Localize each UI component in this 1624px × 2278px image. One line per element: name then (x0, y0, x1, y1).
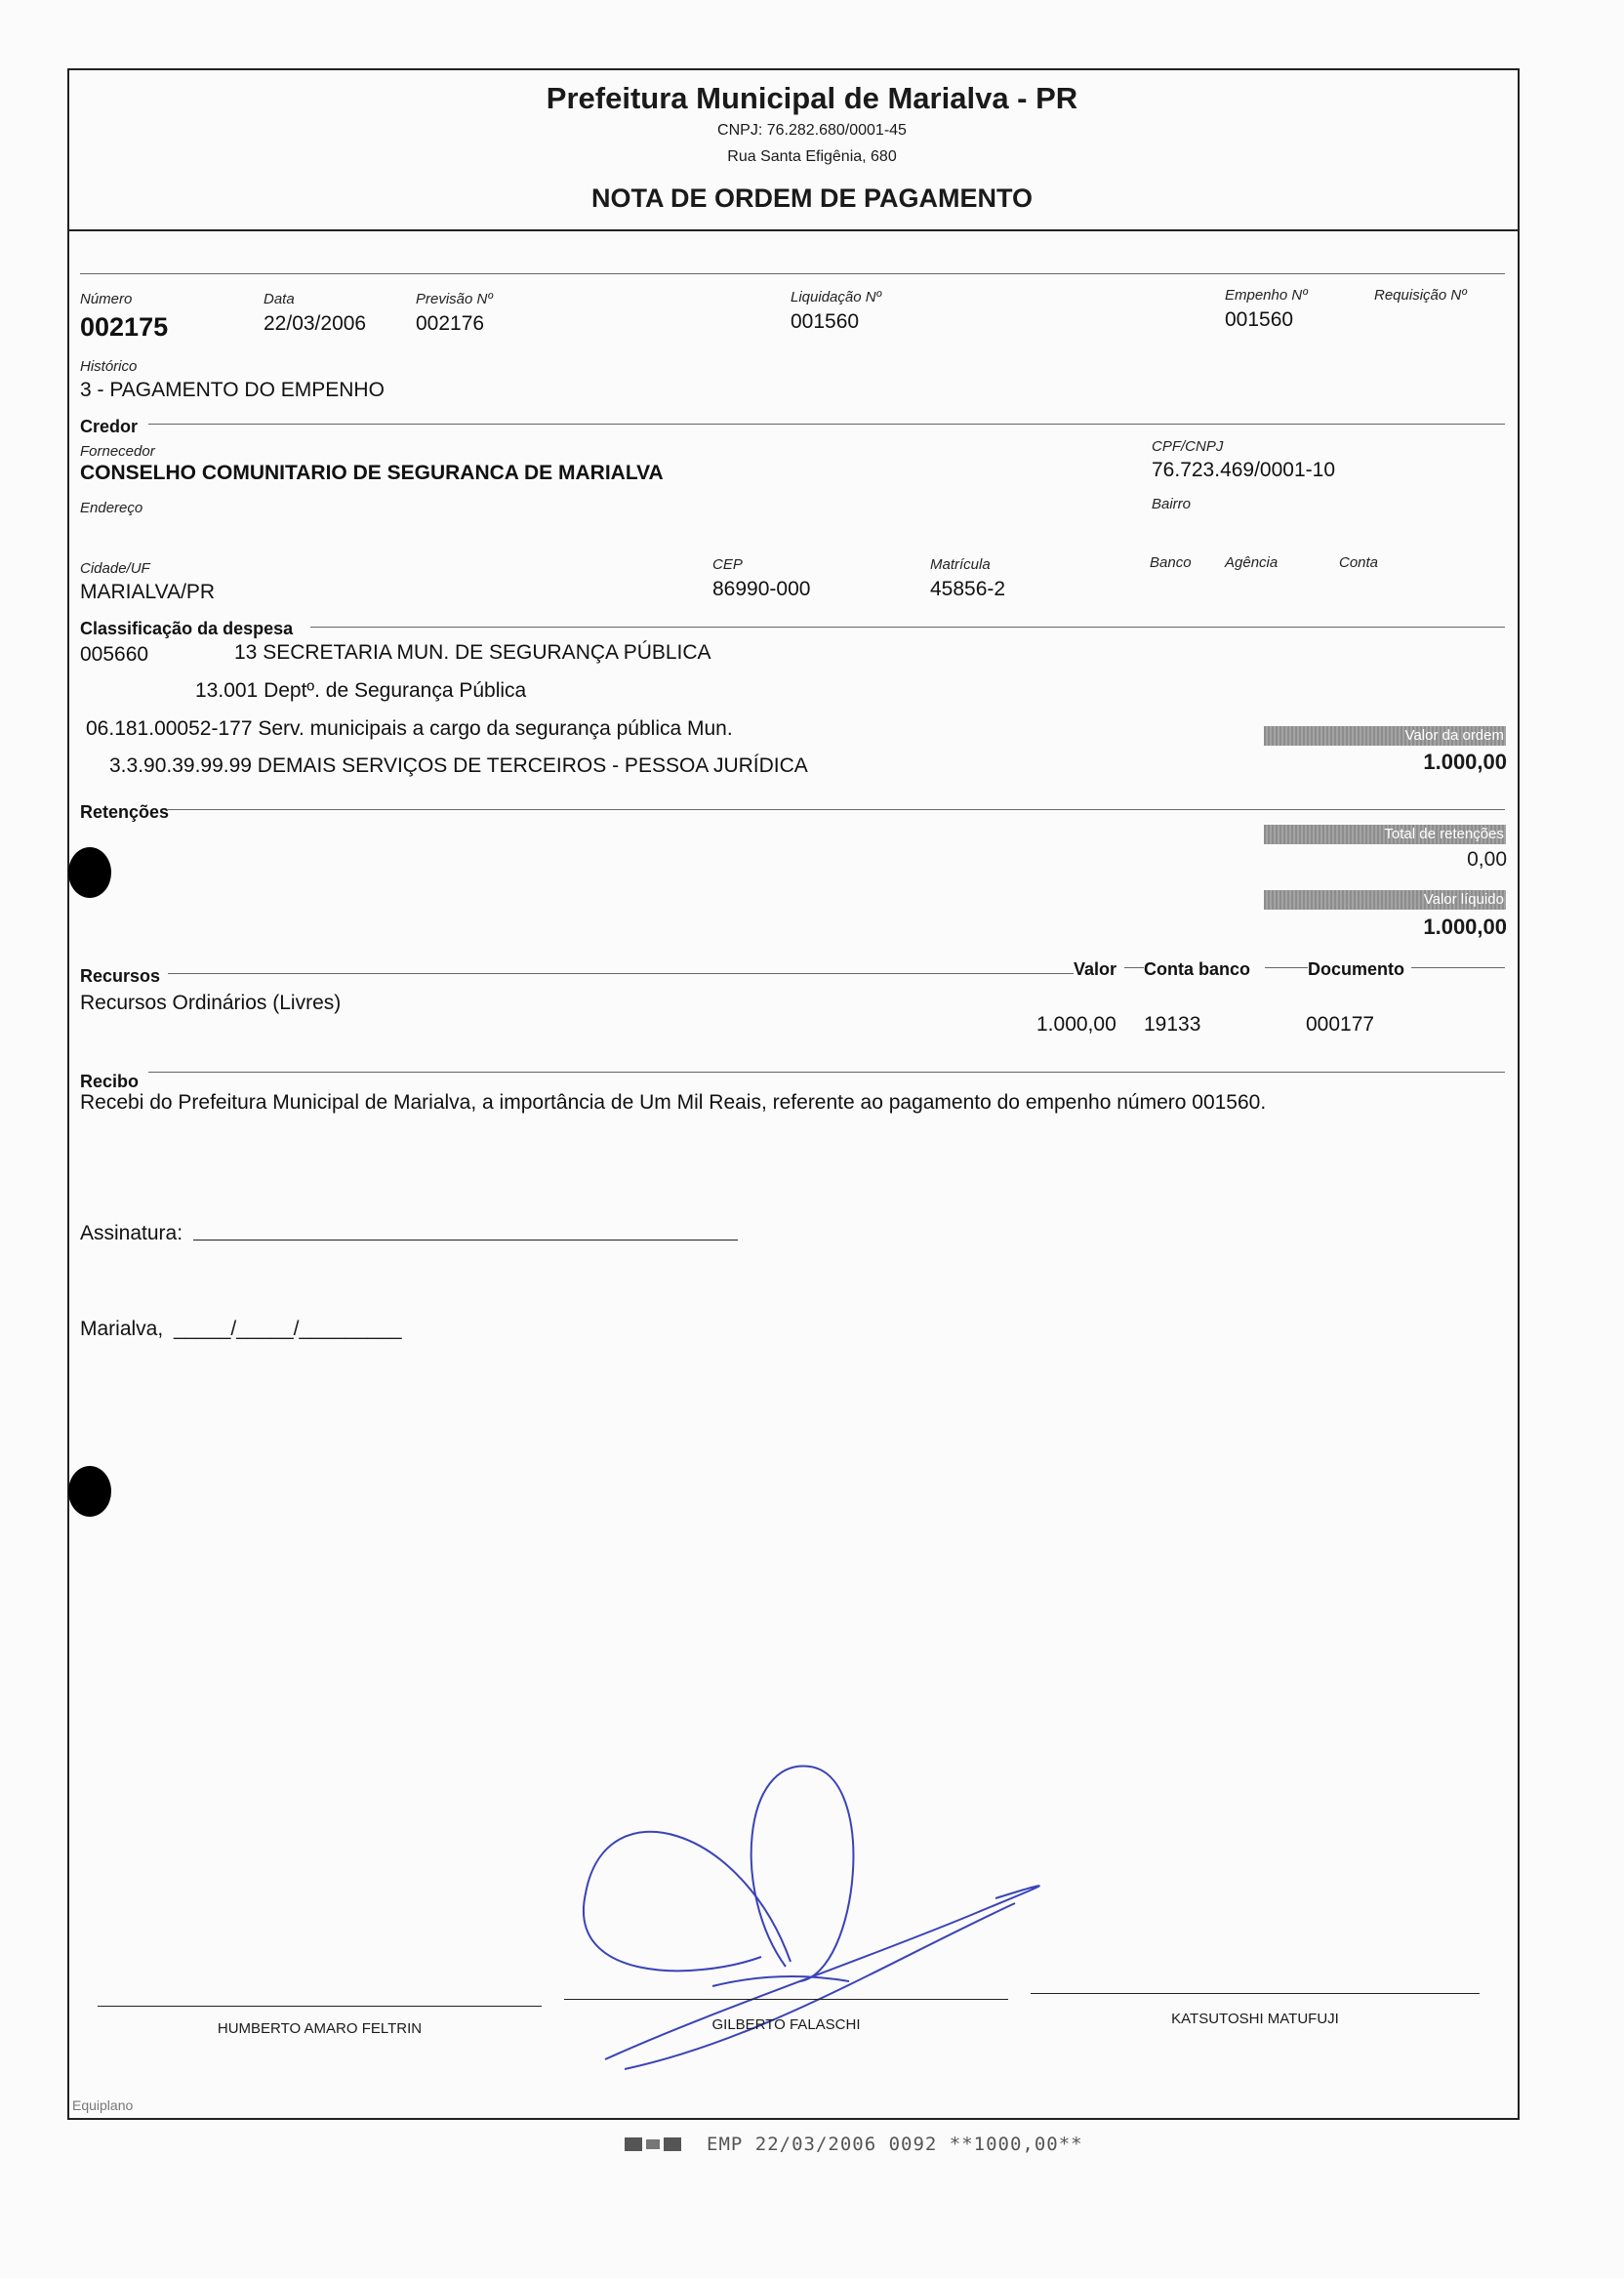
classificacao-section-title: Classificação da despesa (80, 619, 294, 638)
recursos-documento-header: Documento (1308, 959, 1404, 979)
handwritten-signature (566, 1747, 1074, 2089)
bairro-label: Bairro (1152, 496, 1192, 512)
cpf-cnpj-value: 76.723.469/0001-10 (1152, 459, 1336, 481)
signatory-3: KATSUTOSHI MATUFUJI (1171, 2011, 1339, 2027)
cidade-label: Cidade/UF (80, 560, 150, 577)
signatory-1: HUMBERTO AMARO FELTRIN (217, 2020, 423, 2037)
id-row-rule (80, 273, 1505, 274)
classificacao-rule (310, 627, 1505, 628)
recursos-conta-header: Conta banco (1144, 959, 1251, 979)
credor-section-title: Credor (80, 417, 139, 436)
empenho-value: 001560 (1225, 308, 1294, 331)
conta-label: Conta (1339, 554, 1379, 571)
credor-rule (148, 424, 1505, 425)
total-retencoes-bar: Total de retenções (1264, 825, 1506, 844)
signature-line-1 (98, 2006, 542, 2007)
cidade-value: MARIALVA/PR (80, 581, 216, 603)
recursos-rule-3 (1265, 967, 1308, 968)
punch-hole-top (68, 847, 111, 898)
classificacao-funcional: 06.181.00052-177 Serv. municipais a cargo da segurança pública Mun. (86, 717, 733, 740)
punch-hole-bottom (68, 1466, 111, 1517)
matricula-label: Matrícula (930, 556, 991, 573)
empenho-label: Empenho Nº (1225, 287, 1308, 304)
recursos-section-title: Recursos (80, 966, 161, 986)
header-divider (67, 229, 1520, 231)
recursos-valor: 1.000,00 (1036, 1013, 1116, 1036)
numero-label: Número (80, 291, 133, 307)
valor-liquido-bar: Valor líquido (1264, 890, 1506, 910)
cep-value: 86990-000 (712, 578, 811, 600)
bank-authentication-stamp: EMP 22/03/2006 0092 **1000,00** (707, 2134, 1083, 2155)
recibo-rule (148, 1072, 1505, 1073)
previsao-label: Previsão Nº (416, 291, 493, 307)
requisicao-label: Requisição Nº (1374, 287, 1467, 304)
agencia-label: Agência (1225, 554, 1279, 571)
valor-ordem-bar: Valor da ordem (1264, 726, 1506, 746)
bank-stamp-logo (625, 2134, 683, 2155)
classificacao-unidade: 13.001 Deptº. de Segurança Pública (195, 679, 527, 702)
document-type-title: NOTA DE ORDEM DE PAGAMENTO (590, 183, 1033, 213)
historico-value: 3 - PAGAMENTO DO EMPENHO (80, 379, 385, 401)
matricula-value: 45856-2 (930, 578, 1006, 600)
liquidacao-label: Liquidação Nº (791, 289, 882, 305)
banco-label: Banco (1150, 554, 1192, 571)
recursos-conta: 19133 (1144, 1013, 1201, 1036)
previsao-value: 002176 (416, 312, 485, 335)
signatory-2: GILBERTO FALASCHI (711, 2016, 861, 2033)
cpf-cnpj-label: CPF/CNPJ (1152, 438, 1224, 455)
recursos-rule-4 (1411, 967, 1505, 968)
classificacao-orgao: 13 SECRETARIA MUN. DE SEGURANÇA PÚBLICA (234, 641, 711, 664)
valor-ordem-value: 1.000,00 (1423, 750, 1507, 774)
numero-value: 002175 (80, 312, 169, 342)
recibo-section-title: Recibo (80, 1072, 140, 1091)
retencoes-rule (168, 809, 1505, 810)
liquidacao-value: 001560 (791, 310, 860, 333)
total-retencoes-value: 0,00 (1467, 848, 1507, 871)
assinatura-label: Assinatura: (80, 1222, 183, 1244)
header-address: Rua Santa Efigênia, 680 (727, 148, 897, 165)
recibo-text: Recebi do Prefeitura Municipal de Marialva, a importância de Um Mil Reais, referente ao pagamento do empenho número 001560. (80, 1091, 1267, 1114)
recursos-valor-header: Valor (1074, 959, 1117, 979)
data-label: Data (264, 291, 295, 307)
data-value: 22/03/2006 (264, 312, 367, 335)
cep-label: CEP (712, 556, 743, 573)
software-label: Equiplano (72, 2097, 134, 2113)
recursos-documento: 000177 (1306, 1013, 1375, 1036)
historico-label: Histórico (80, 358, 138, 375)
assinatura-line (193, 1240, 738, 1241)
data-blanks: _____/_____/_________ (174, 1318, 402, 1340)
signature-line-2 (564, 1999, 1008, 2000)
fornecedor-value: CONSELHO COMUNITARIO DE SEGURANCA DE MARIALVA (80, 462, 664, 484)
recursos-descricao: Recursos Ordinários (Livres) (80, 992, 342, 1014)
local-data-label: Marialva, (80, 1318, 164, 1340)
header-cnpj: CNPJ: 76.282.680/0001-45 (717, 122, 907, 139)
document-header-title: Prefeitura Municipal de Marialva - PR (546, 81, 1078, 115)
recursos-rule (168, 973, 1074, 974)
signature-line-3 (1031, 1993, 1480, 1994)
retencoes-section-title: Retenções (80, 802, 170, 822)
fornecedor-label: Fornecedor (80, 443, 155, 460)
endereco-label: Endereço (80, 500, 143, 516)
classificacao-elemento: 3.3.90.39.99.99 DEMAIS SERVIÇOS DE TERCEIROS - PESSOA JURÍDICA (109, 754, 808, 777)
bank-logo-icon (625, 2134, 683, 2155)
valor-liquido-value: 1.000,00 (1423, 915, 1507, 939)
recursos-rule-2 (1124, 967, 1144, 968)
classificacao-code: 005660 (80, 643, 149, 666)
